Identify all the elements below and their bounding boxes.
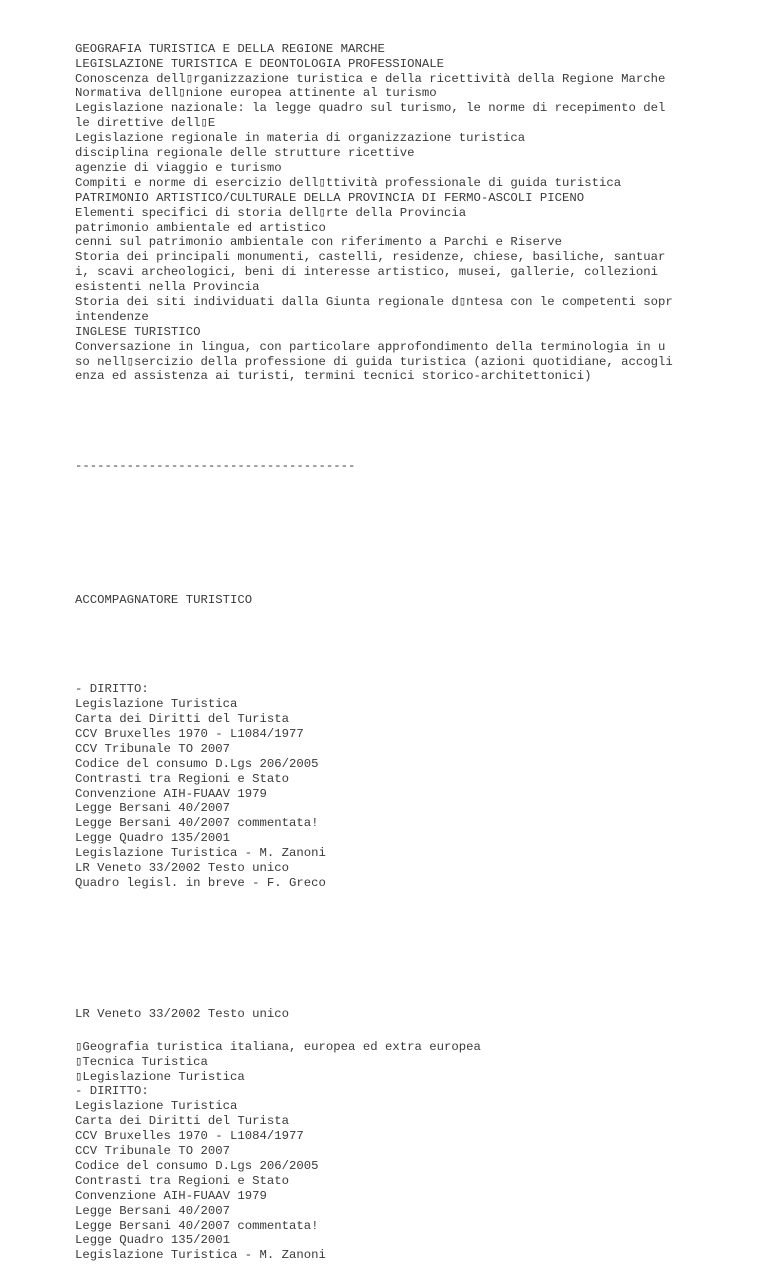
section-guida-turistica bbox=[75, 42, 755, 384]
list-item: Carta dei Diritti del Turista bbox=[75, 712, 290, 727]
text-line: le direttive dell▯E bbox=[75, 116, 216, 131]
text-line: disciplina regionale delle strutture ricettive bbox=[75, 146, 415, 161]
text-line: so nell▯sercizio della professione di guida turistica (azioni quotidiane, accogli bbox=[75, 354, 673, 369]
text-line: Compiti e norme di esercizio dell▯ttività professionale di guida turistica bbox=[75, 175, 622, 190]
list-item: ▯Tecnica Turistica bbox=[75, 1054, 208, 1069]
text-line: patrimonio ambientale ed artistico bbox=[75, 220, 326, 235]
list-item: CCV Tribunale TO 2007 bbox=[75, 741, 230, 756]
list-item: Legge Bersani 40/2007 commentata! bbox=[75, 816, 319, 831]
list-item: Legislazione Turistica - M. Zanoni bbox=[75, 846, 326, 861]
list-item: Contrasti tra Regioni e Stato bbox=[75, 1173, 290, 1188]
text-line: Normativa dell▯nione europea attinente al turismo bbox=[75, 86, 437, 101]
section-accompagnatore-list bbox=[75, 682, 755, 890]
list-item: Legislazione Turistica - M. Zanoni bbox=[75, 1248, 326, 1263]
text-line: Elementi specifici di storia dell▯rte della Provincia bbox=[75, 205, 467, 220]
list-item: Legge Bersani 40/2007 bbox=[75, 1203, 230, 1218]
text-line: agenzie di viaggio e turismo bbox=[75, 160, 282, 175]
list-item: Convenzione AIH-FUAAV 1979 bbox=[75, 1188, 267, 1203]
list-item: Legge Bersani 40/2007 commentata! bbox=[75, 1218, 319, 1233]
text-line: INGLESE TURISTICO bbox=[75, 324, 201, 339]
list-item: CCV Tribunale TO 2007 bbox=[75, 1144, 230, 1159]
text-line: Conoscenza dell▯rganizzazione turistica e della ricettività della Regione Marche bbox=[75, 71, 666, 86]
text-line: GEOGRAFIA TURISTICA E DELLA REGIONE MARCHE bbox=[75, 41, 385, 56]
separator-line: -------------------------------------- bbox=[75, 458, 356, 473]
list-item: Legge Quadro 135/2001 bbox=[75, 831, 230, 846]
list-item: Contrasti tra Regioni e Stato bbox=[75, 771, 290, 786]
text-line: Legislazione nazionale: la legge quadro sul turismo, le norme di recepimento del bbox=[75, 101, 666, 116]
text-line: esistenti nella Provincia bbox=[75, 280, 260, 295]
list-item: - DIRITTO: bbox=[75, 682, 149, 697]
list-item: Codice del consumo D.Lgs 206/2005 bbox=[75, 756, 319, 771]
list-item: Legge Bersani 40/2007 bbox=[75, 801, 230, 816]
text-line: PATRIMONIO ARTISTICO/CULTURALE DELLA PROVINCIA DI FERMO-ASCOLI PICENO bbox=[75, 190, 585, 205]
list-item: - DIRITTO: bbox=[75, 1084, 149, 1099]
list-item: LR Veneto 33/2002 Testo unico bbox=[75, 861, 290, 876]
list-item: Legislazione Turistica bbox=[75, 697, 238, 712]
text-line: Storia dei siti individuati dalla Giunta regionale d▯ntesa con le competenti sopr bbox=[75, 294, 673, 309]
text-line: i, scavi archeologici, beni di interesse artistico, musei, gallerie, collezioni bbox=[75, 265, 658, 280]
footer-line: LR Veneto 33/2002 Testo unico bbox=[75, 1007, 290, 1021]
text-line: cenni sul patrimonio ambientale con riferimento a Parchi e Riserve bbox=[75, 235, 563, 250]
text-line: enza ed assistenza ai turisti, termini tecnici storico-architettonici) bbox=[75, 369, 592, 384]
list-item: Codice del consumo D.Lgs 206/2005 bbox=[75, 1158, 319, 1173]
list-item: Legislazione Turistica bbox=[75, 1099, 238, 1114]
list-item: Convenzione AIH-FUAAV 1979 bbox=[75, 786, 267, 801]
list-item: Legge Quadro 135/2001 bbox=[75, 1233, 230, 1248]
list-item: ▯Geografia turistica italiana, europea ed extra europea bbox=[75, 1039, 481, 1054]
text-line: Storia dei principali monumenti, castelli, residenze, chiese, basiliche, santuar bbox=[75, 250, 666, 265]
section-title-accompagnatore: ACCOMPAGNATORE TURISTICO bbox=[75, 592, 253, 607]
list-item: CCV Bruxelles 1970 - L1084/1977 bbox=[75, 727, 304, 741]
text-line: Conversazione in lingua, con particolare approfondimento della terminologia in u bbox=[75, 339, 666, 354]
list-item: Quadro legisl. in breve - F. Greco bbox=[75, 875, 326, 890]
list-item: ▯Legislazione Turistica bbox=[75, 1069, 245, 1084]
section-materie-list bbox=[75, 1040, 755, 1263]
list-item: CCV Bruxelles 1970 - L1084/1977 bbox=[75, 1129, 304, 1144]
list-item: Carta dei Diritti del Turista bbox=[75, 1114, 290, 1129]
text-line: Legislazione regionale in materia di organizzazione turistica bbox=[75, 131, 526, 146]
document-body bbox=[75, 12, 755, 1278]
text-line: intendenze bbox=[75, 309, 149, 324]
text-line: LEGISLAZIONE TURISTICA E DEONTOLOGIA PROFESSIONALE bbox=[75, 56, 444, 71]
